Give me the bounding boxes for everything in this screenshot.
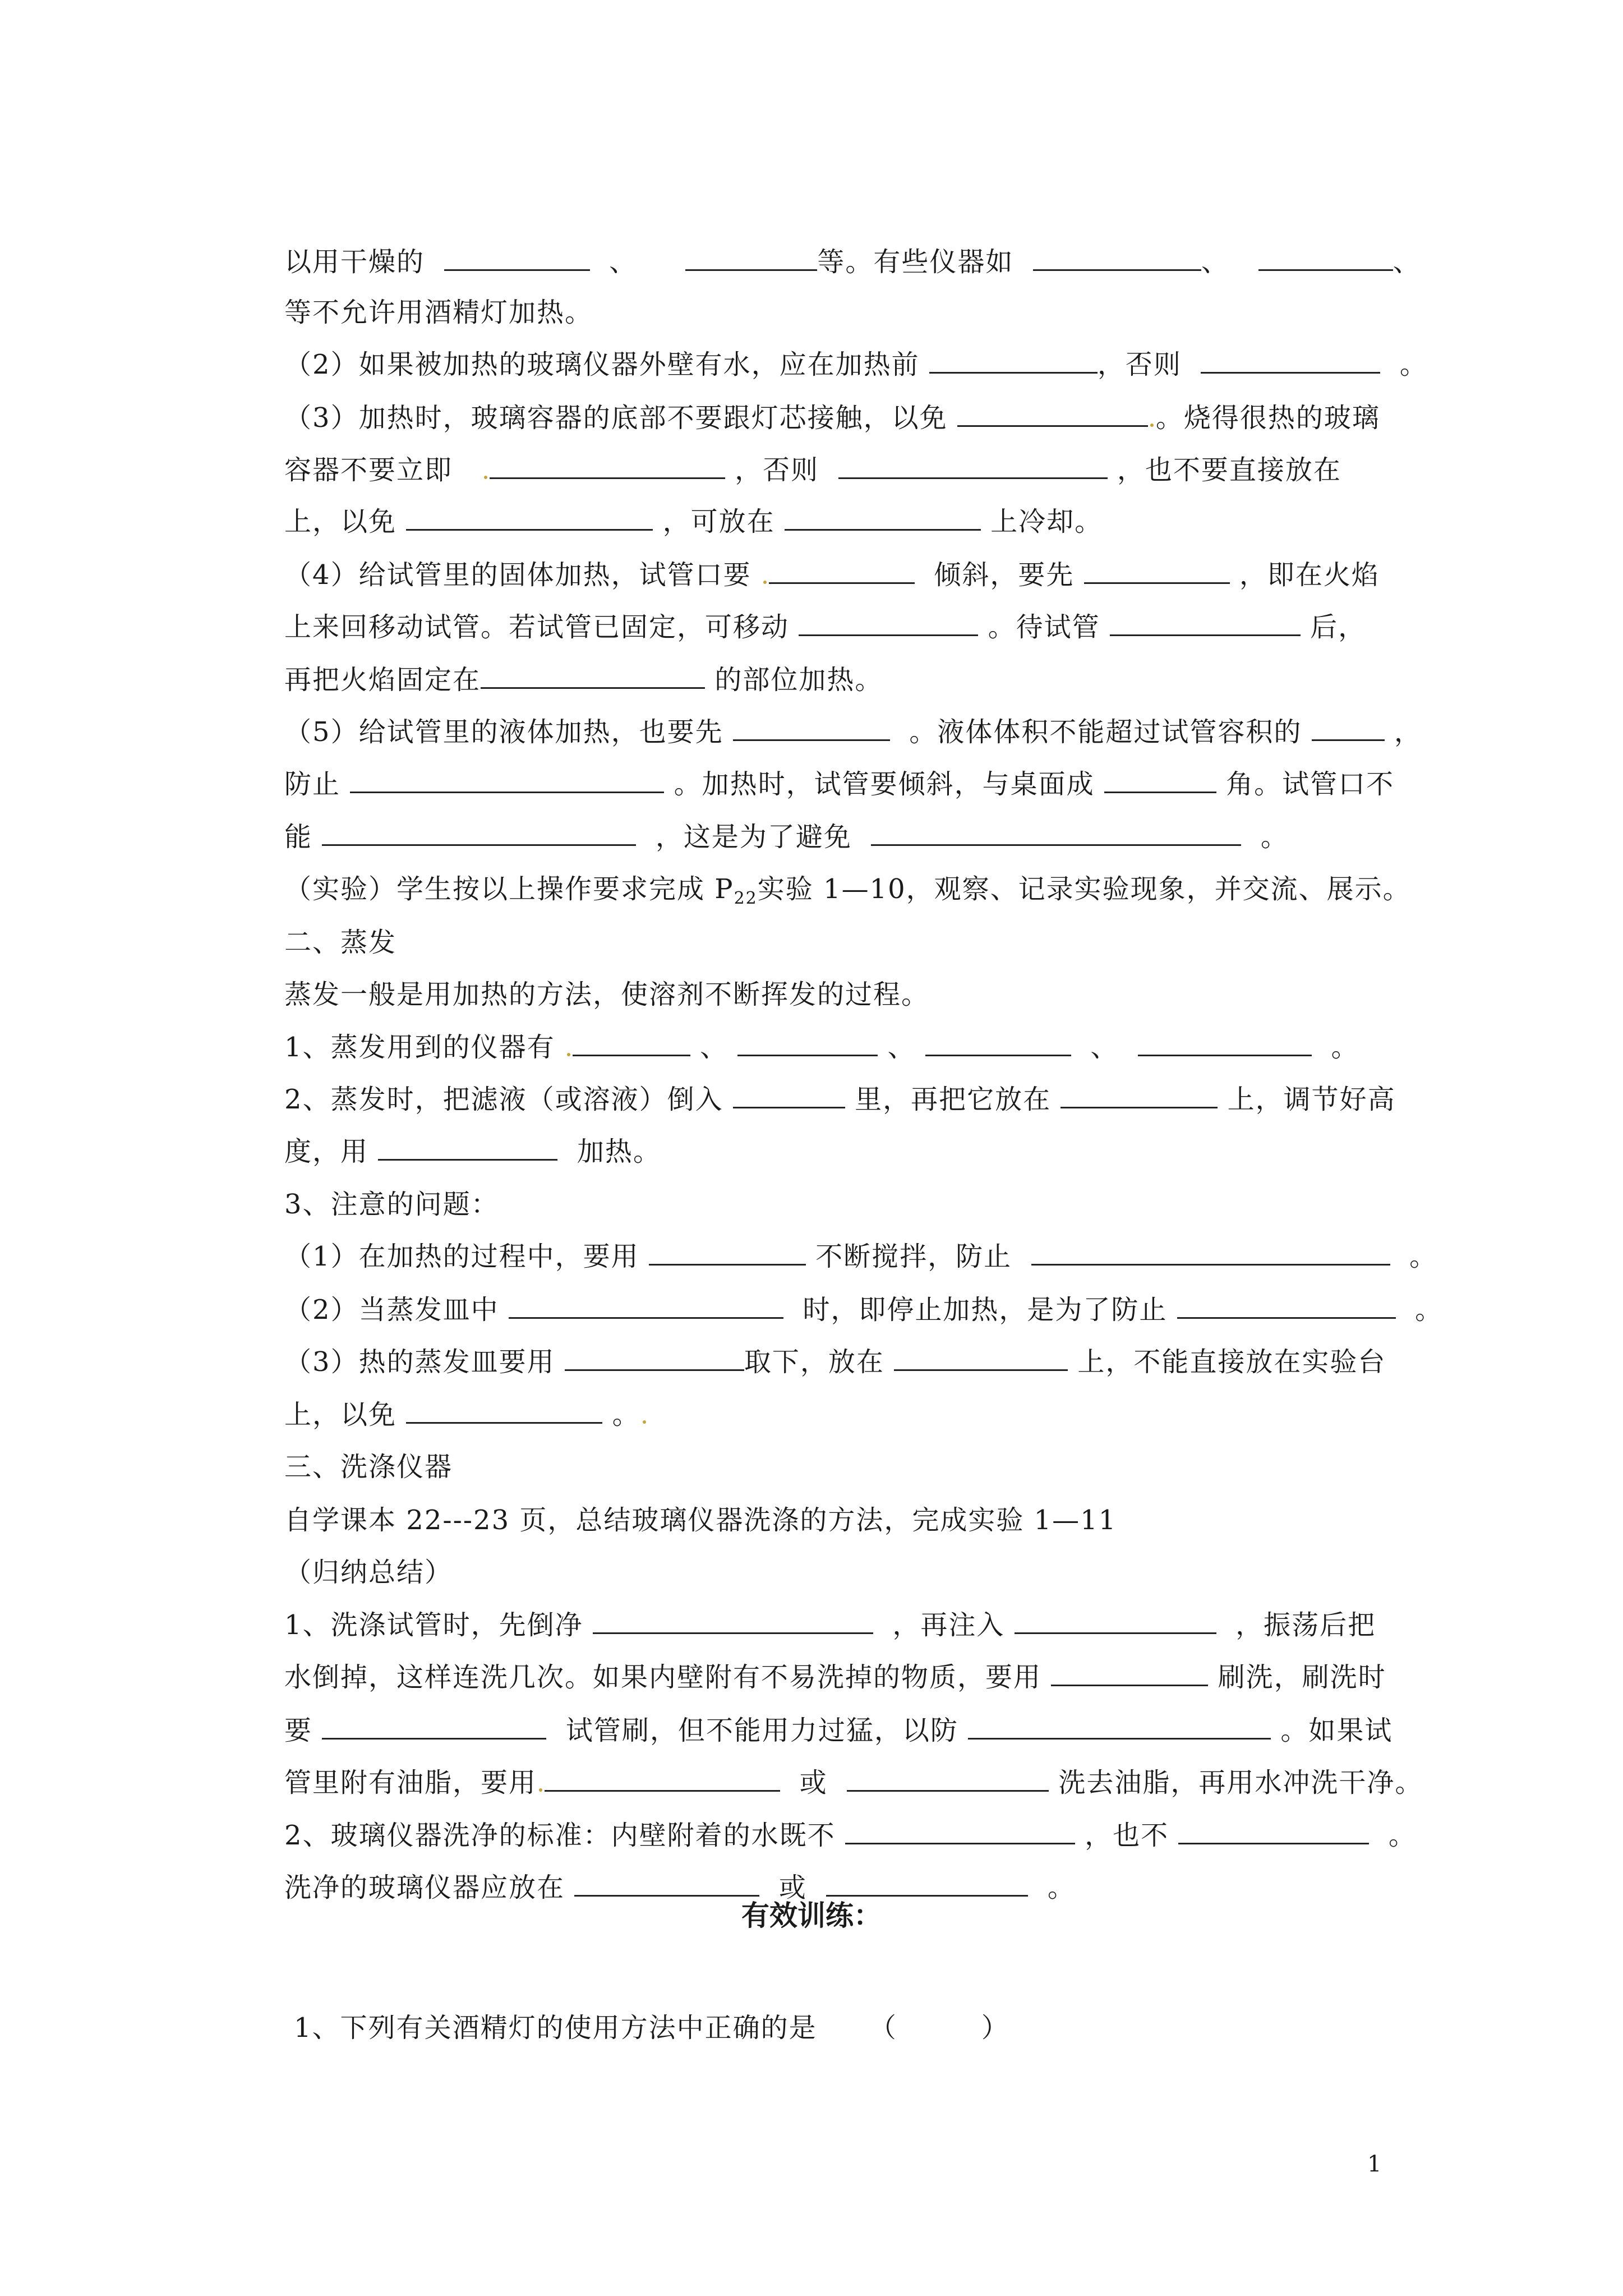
text-line: 等不允许用酒精灯加热。 [284,297,593,328]
text-line: 度，用 加热。 [284,1136,661,1167]
text-line: 2、蒸发时，把滤液（或溶液）倒入 里，再把它放在 上，调节好高 [284,1084,1396,1115]
text-line: 1、蒸发用到的仪器有 、 、 、 。 [284,1032,1359,1063]
text-line: 1、洗涤试管时，先倒净 ，再注入 ，振荡后把 [284,1609,1376,1641]
text-line: （3）加热时，玻璃容器的底部不要跟灯芯接触，以免 。烧得很热的玻璃 [284,402,1380,434]
text-line: 自学课本 22---23 页，总结玻璃仪器洗涤的方法，完成实验 1—11 [284,1504,1117,1536]
fill-blank[interactable] [894,1347,1068,1371]
text-line: （3）热的蒸发皿要用 取下，放在 上，不能直接放在实验台 [284,1346,1386,1378]
page-number: 1 [1367,2151,1382,2177]
text-line: 防止 。加热时，试管要倾斜，与桌面成 角。试管口不 [284,769,1395,800]
fill-blank[interactable] [1178,1820,1369,1844]
text-line: 管里附有油脂，要用 或 洗去油脂，再用水冲洗干净。 [284,1767,1423,1798]
text-line: 容器不要立即 ，否则 ，也不要直接放在 [284,454,1341,486]
fill-blank[interactable] [1033,247,1201,271]
text-line: 要 试管刷，但不能用力过猛，以防 。如果试 [284,1715,1393,1746]
text-line: （2）如果被加热的玻璃仪器外壁有水，应在加热前 ，否则 。 [284,349,1428,380]
text-line: 洗净的玻璃仪器应放在 或 。 [284,1872,1076,1903]
text-line: （归纳总结） [284,1557,453,1588]
text-line: 蒸发一般是用加热的方法，使溶剂不断挥发的过程。 [284,979,930,1010]
training-heading: 有效训练： [741,1899,882,1932]
text-line: 水倒掉，这样连洗几次。如果内壁附有不易洗掉的物质，要用 刷洗，刷洗时 [284,1662,1386,1693]
fill-blank[interactable] [685,247,817,271]
section-title: 三、洗涤仪器 [284,1451,453,1483]
fill-blank[interactable] [1110,612,1301,636]
text-line: （4）给试管里的固体加热，试管口要 倾斜，要先 ，即在火焰 [284,559,1380,591]
text-line: 2、玻璃仪器洗净的标准：内壁附着的水既不 ，也不 。 [284,1820,1417,1851]
text-line: 3、注意的问题： [284,1189,499,1220]
fill-blank[interactable] [733,1084,845,1108]
text-line: （2）当蒸发皿中 时，即停止加热，是为了防止 。 [284,1294,1444,1326]
text-line: （实验）学生按以上操作要求完成 $P_{22}$实验 1—10，观察、记录实验现象，并交流、展示。 [284,873,1411,908]
fill-blank[interactable] [1258,247,1393,271]
question-item: 1、下列有关酒精灯的使用方法中正确的是 （ ） [294,2012,1009,2044]
text-line: 能 ，这是为了避免 。 [284,821,1289,853]
fill-blank[interactable] [1061,1084,1218,1108]
ink-dot [643,1420,646,1424]
text-line: （1）在加热的过程中，要用 不断搅拌，防止 。 [284,1241,1438,1272]
text-line: 以用干燥的 、 等。有些仪器如 、 、 [284,246,1421,278]
text-line: （5）给试管里的液体加热，也要先 。液体体积不能超过试管容积的 ， [284,716,1422,748]
section-title: 二、蒸发 [284,927,397,958]
text-line: 再把火焰固定在 的部位加热。 [284,664,883,696]
text-line: 上来回移动试管。若试管已固定，可移动 。待试管 后， [284,611,1367,643]
text-line: 上，以免 ，可放在 上冷却。 [284,506,1103,537]
text-line: 上，以免 。 [246,1364,648,1465]
